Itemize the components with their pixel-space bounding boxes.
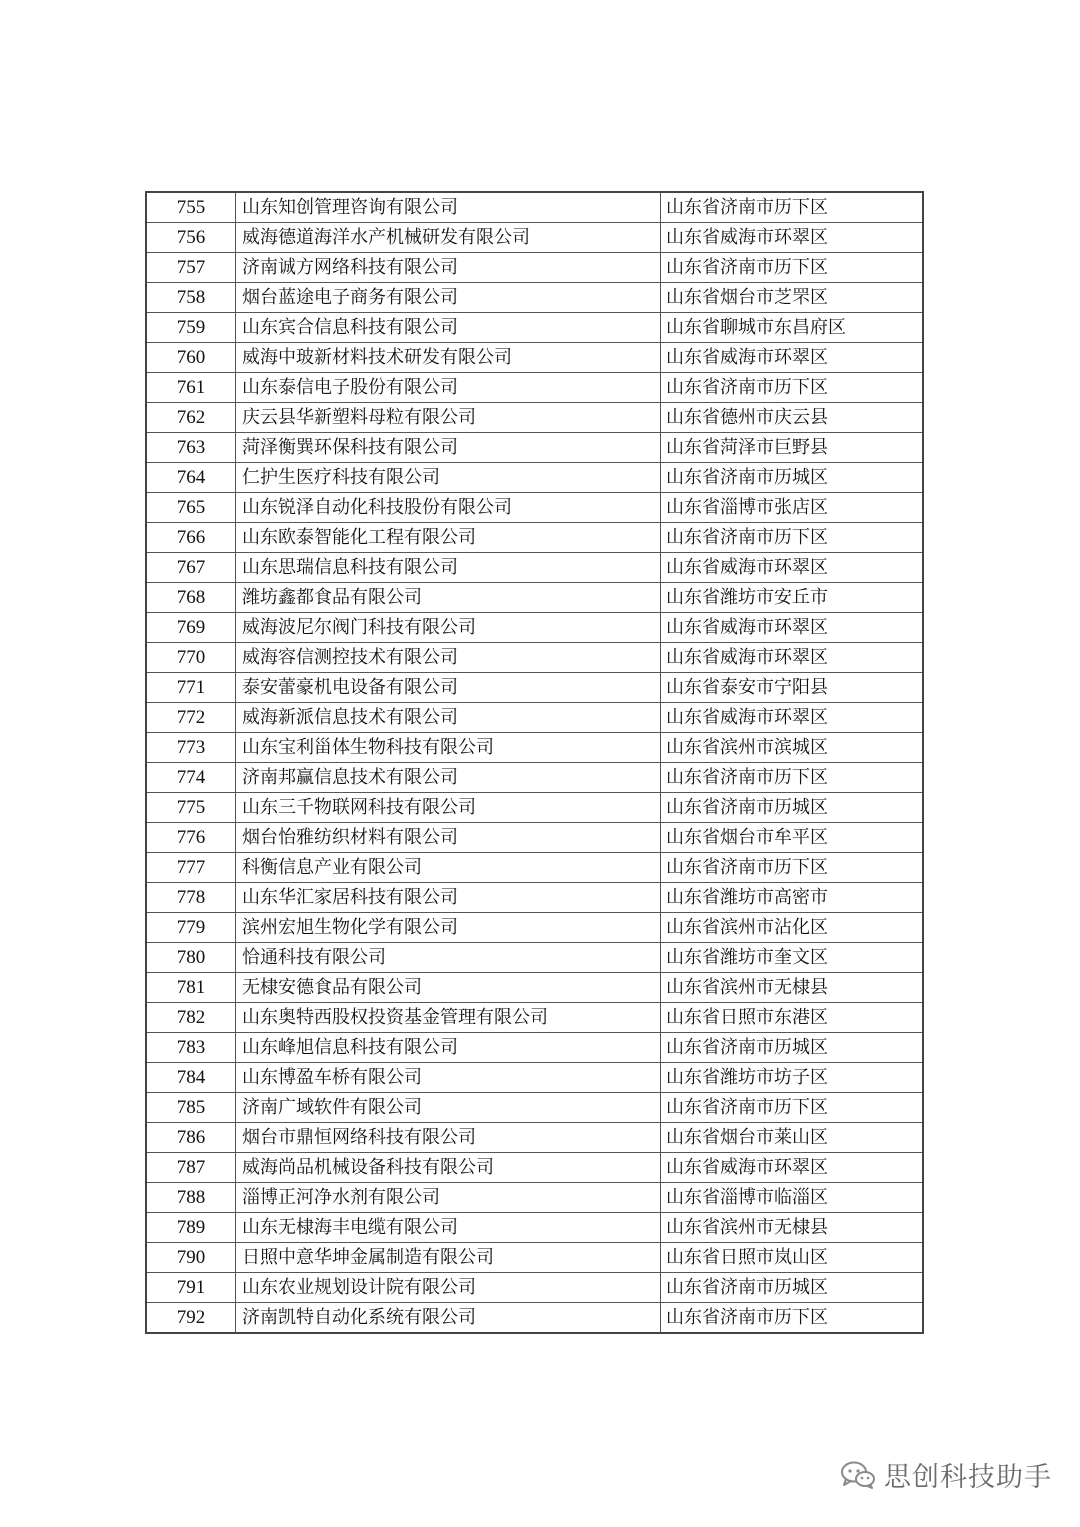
company-name: 济南凯特自动化系统有限公司 — [236, 1303, 661, 1334]
company-name: 仁护生医疗科技有限公司 — [236, 463, 661, 493]
row-number: 770 — [146, 643, 236, 673]
company-name: 山东知创管理咨询有限公司 — [236, 192, 661, 223]
table-row — [146, 883, 923, 913]
table-row — [146, 793, 923, 823]
region: 山东省潍坊市高密市 — [661, 883, 924, 913]
table-row — [146, 973, 923, 1003]
company-name: 烟台怡雅纺织材料有限公司 — [236, 823, 661, 853]
company-name: 山东泰信电子股份有限公司 — [236, 373, 661, 403]
row-number: 765 — [146, 493, 236, 523]
row-number: 762 — [146, 403, 236, 433]
table-row — [146, 1303, 923, 1334]
region: 山东省聊城市东昌府区 — [661, 313, 924, 343]
company-name: 威海新派信息技术有限公司 — [236, 703, 661, 733]
company-name: 威海德道海洋水产机械研发有限公司 — [236, 223, 661, 253]
region: 山东省滨州市沾化区 — [661, 913, 924, 943]
row-number: 761 — [146, 373, 236, 403]
region: 山东省济南市历下区 — [661, 1093, 924, 1123]
row-number: 782 — [146, 1003, 236, 1033]
row-number: 780 — [146, 943, 236, 973]
company-name: 滨州宏旭生物化学有限公司 — [236, 913, 661, 943]
row-number: 757 — [146, 253, 236, 283]
row-number: 792 — [146, 1303, 236, 1334]
region: 山东省威海市环翠区 — [661, 1153, 924, 1183]
row-number: 788 — [146, 1183, 236, 1213]
row-number: 769 — [146, 613, 236, 643]
table-row — [146, 433, 923, 463]
company-name: 淄博正河净水剂有限公司 — [236, 1183, 661, 1213]
row-number: 755 — [146, 192, 236, 223]
table-row — [146, 223, 923, 253]
company-name: 烟台蓝途电子商务有限公司 — [236, 283, 661, 313]
region: 山东省济南市历下区 — [661, 1303, 924, 1334]
region: 山东省济南市历城区 — [661, 463, 924, 493]
region: 山东省滨州市无棣县 — [661, 973, 924, 1003]
row-number: 771 — [146, 673, 236, 703]
table-row — [146, 1213, 923, 1243]
table-row — [146, 853, 923, 883]
region: 山东省日照市岚山区 — [661, 1243, 924, 1273]
company-name: 山东峰旭信息科技有限公司 — [236, 1033, 661, 1063]
region: 山东省滨州市无棣县 — [661, 1213, 924, 1243]
table-row — [146, 643, 923, 673]
table-row — [146, 733, 923, 763]
table-row — [146, 283, 923, 313]
company-name: 恰通科技有限公司 — [236, 943, 661, 973]
region: 山东省菏泽市巨野县 — [661, 433, 924, 463]
company-name: 潍坊鑫都食品有限公司 — [236, 583, 661, 613]
table-row — [146, 1033, 923, 1063]
company-name: 山东博盈车桥有限公司 — [236, 1063, 661, 1093]
region: 山东省济南市历城区 — [661, 793, 924, 823]
company-name: 山东奥特西股权投资基金管理有限公司 — [236, 1003, 661, 1033]
company-name: 泰安蕾豪机电设备有限公司 — [236, 673, 661, 703]
table-row — [146, 493, 923, 523]
region: 山东省济南市历下区 — [661, 192, 924, 223]
row-number: 781 — [146, 973, 236, 1003]
row-number: 767 — [146, 553, 236, 583]
region: 山东省潍坊市安丘市 — [661, 583, 924, 613]
company-name: 山东宾合信息科技有限公司 — [236, 313, 661, 343]
company-name: 威海波尼尔阀门科技有限公司 — [236, 613, 661, 643]
row-number: 790 — [146, 1243, 236, 1273]
company-name: 济南广域软件有限公司 — [236, 1093, 661, 1123]
region: 山东省泰安市宁阳县 — [661, 673, 924, 703]
region: 山东省济南市历下区 — [661, 253, 924, 283]
table-row — [146, 373, 923, 403]
row-number: 786 — [146, 1123, 236, 1153]
company-name: 济南诚方网络科技有限公司 — [236, 253, 661, 283]
row-number: 778 — [146, 883, 236, 913]
row-number: 775 — [146, 793, 236, 823]
region: 山东省威海市环翠区 — [661, 643, 924, 673]
company-name: 济南邦赢信息技术有限公司 — [236, 763, 661, 793]
row-number: 787 — [146, 1153, 236, 1183]
table-row — [146, 1273, 923, 1303]
company-name: 山东锐泽自动化科技股份有限公司 — [236, 493, 661, 523]
region: 山东省威海市环翠区 — [661, 553, 924, 583]
table-row — [146, 463, 923, 493]
region: 山东省威海市环翠区 — [661, 613, 924, 643]
table-row — [146, 553, 923, 583]
region: 山东省滨州市滨城区 — [661, 733, 924, 763]
region: 山东省潍坊市坊子区 — [661, 1063, 924, 1093]
company-name: 山东无棣海丰电缆有限公司 — [236, 1213, 661, 1243]
region: 山东省淄博市临淄区 — [661, 1183, 924, 1213]
table-row — [146, 613, 923, 643]
table-row — [146, 913, 923, 943]
row-number: 784 — [146, 1063, 236, 1093]
table-row — [146, 1123, 923, 1153]
region: 山东省威海市环翠区 — [661, 703, 924, 733]
region: 山东省济南市历城区 — [661, 1033, 924, 1063]
region: 山东省济南市历下区 — [661, 373, 924, 403]
region: 山东省威海市环翠区 — [661, 343, 924, 373]
row-number: 756 — [146, 223, 236, 253]
table-row — [146, 253, 923, 283]
region: 山东省烟台市芝罘区 — [661, 283, 924, 313]
row-number: 783 — [146, 1033, 236, 1063]
row-number: 758 — [146, 283, 236, 313]
company-name: 山东农业规划设计院有限公司 — [236, 1273, 661, 1303]
row-number: 791 — [146, 1273, 236, 1303]
company-name: 无棣安德食品有限公司 — [236, 973, 661, 1003]
row-number: 774 — [146, 763, 236, 793]
company-name: 烟台市鼎恒网络科技有限公司 — [236, 1123, 661, 1153]
company-name: 威海中玻新材料技术研发有限公司 — [236, 343, 661, 373]
table-row — [146, 673, 923, 703]
wechat-icon — [840, 1460, 876, 1490]
row-number: 760 — [146, 343, 236, 373]
table-row — [146, 763, 923, 793]
company-name: 山东三千物联网科技有限公司 — [236, 793, 661, 823]
row-number: 789 — [146, 1213, 236, 1243]
row-number: 773 — [146, 733, 236, 763]
company-name: 山东宝利甾体生物科技有限公司 — [236, 733, 661, 763]
row-number: 766 — [146, 523, 236, 553]
region: 山东省淄博市张店区 — [661, 493, 924, 523]
row-number: 764 — [146, 463, 236, 493]
company-list-table — [145, 191, 924, 1334]
row-number: 785 — [146, 1093, 236, 1123]
row-number: 768 — [146, 583, 236, 613]
table-row — [146, 523, 923, 553]
region: 山东省威海市环翠区 — [661, 223, 924, 253]
table-row — [146, 313, 923, 343]
company-name: 山东思瑞信息科技有限公司 — [236, 553, 661, 583]
region: 山东省济南市历下区 — [661, 523, 924, 553]
company-name: 山东欧泰智能化工程有限公司 — [236, 523, 661, 553]
region: 山东省日照市东港区 — [661, 1003, 924, 1033]
table-row — [146, 403, 923, 433]
row-number: 772 — [146, 703, 236, 733]
table-row — [146, 823, 923, 853]
watermark — [840, 1455, 1052, 1494]
region: 山东省济南市历下区 — [661, 763, 924, 793]
row-number: 776 — [146, 823, 236, 853]
company-name: 菏泽衡巽环保科技有限公司 — [236, 433, 661, 463]
company-name: 庆云县华新塑料母粒有限公司 — [236, 403, 661, 433]
company-name: 日照中意华坤金属制造有限公司 — [236, 1243, 661, 1273]
region: 山东省潍坊市奎文区 — [661, 943, 924, 973]
region: 山东省烟台市莱山区 — [661, 1123, 924, 1153]
table-row — [146, 343, 923, 373]
watermark-text: 思创科技助手 — [884, 1462, 1052, 1493]
table-row — [146, 1243, 923, 1273]
table-row — [146, 1003, 923, 1033]
company-name: 威海尚品机械设备科技有限公司 — [236, 1153, 661, 1183]
table-row — [146, 1183, 923, 1213]
table-row — [146, 1063, 923, 1093]
region: 山东省济南市历城区 — [661, 1273, 924, 1303]
row-number: 779 — [146, 913, 236, 943]
row-number: 763 — [146, 433, 236, 463]
table-row — [146, 703, 923, 733]
table-row — [146, 943, 923, 973]
row-number: 777 — [146, 853, 236, 883]
region: 山东省烟台市牟平区 — [661, 823, 924, 853]
company-name: 威海容信测控技术有限公司 — [236, 643, 661, 673]
company-name: 山东华汇家居科技有限公司 — [236, 883, 661, 913]
table-row — [146, 192, 923, 223]
table-body — [146, 192, 923, 1333]
table-row — [146, 583, 923, 613]
company-name: 科衡信息产业有限公司 — [236, 853, 661, 883]
region: 山东省济南市历下区 — [661, 853, 924, 883]
row-number: 759 — [146, 313, 236, 343]
table-row — [146, 1153, 923, 1183]
region: 山东省德州市庆云县 — [661, 403, 924, 433]
table-row — [146, 1093, 923, 1123]
